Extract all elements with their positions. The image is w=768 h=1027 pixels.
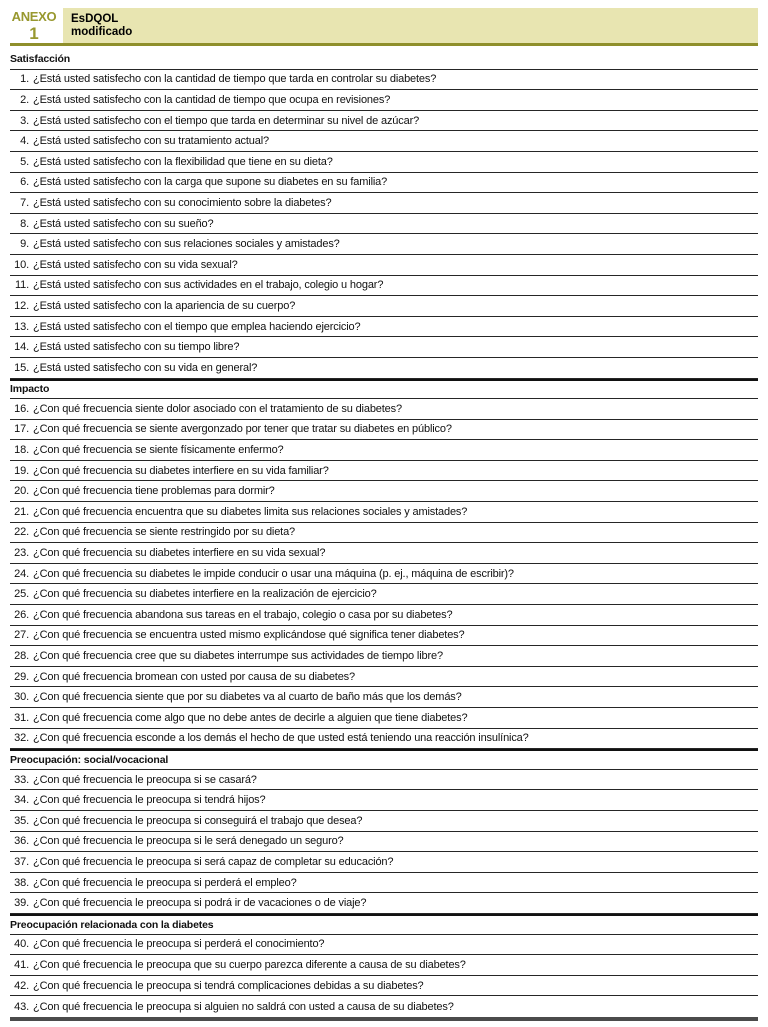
question-row (10, 276, 758, 297)
question-number: 29. (14, 670, 29, 683)
question-text: ¿Con qué frecuencia se siente físicamente enfermo? (33, 444, 284, 457)
question-number: 13. (14, 320, 29, 333)
question-row (10, 131, 758, 152)
question-row (10, 893, 758, 914)
question-row (10, 70, 758, 91)
question-number: 30. (14, 691, 29, 704)
question-number: 36. (14, 835, 29, 848)
question-number: 21. (14, 505, 29, 518)
question-text: ¿Con qué frecuencia siente que por su diabetes va al cuarto de baño más que los demás? (33, 691, 462, 704)
question-number: 8. (20, 217, 29, 230)
question-number: 12. (14, 299, 29, 312)
question-text: ¿Está usted satisfecho con el tiempo que tarda en determinar su nivel de azúcar? (33, 114, 420, 127)
question-text: ¿Con qué frecuencia le preocupa si le será denegado un seguro? (33, 835, 344, 848)
question-row (10, 976, 758, 997)
question-text: ¿Con qué frecuencia le preocupa si perderá el empleo? (33, 876, 297, 889)
question-text: ¿Con qué frecuencia abandona sus tareas en el trabajo, colegio o casa por su diabetes? (33, 608, 453, 621)
question-row (10, 852, 758, 873)
question-row (10, 955, 758, 976)
question-number: 11. (14, 279, 29, 292)
question-number: 22. (14, 526, 29, 539)
question-number: 38. (14, 876, 29, 889)
question-number: 41. (14, 958, 29, 971)
question-number: 10. (14, 258, 29, 271)
question-row (10, 626, 758, 647)
question-text: ¿Está usted satisfecho con la carga que supone su diabetes en su familia? (33, 176, 388, 189)
section-header: Satisfacción (10, 49, 758, 70)
question-text: ¿Con qué frecuencia le preocupa si podrá ir de vacaciones o de viaje? (33, 897, 367, 910)
question-row (10, 832, 758, 853)
annex-header (10, 8, 758, 46)
question-text: ¿Con qué frecuencia encuentra que su diabetes limita sus relaciones sociales y amistades? (33, 505, 468, 518)
question-text: ¿Está usted satisfecho con su vida sexual? (33, 258, 238, 271)
question-text: ¿Está usted satisfecho con sus relaciones sociales y amistades? (33, 238, 340, 251)
question-row (10, 317, 758, 338)
question-number: 28. (14, 650, 29, 663)
question-number: 9. (20, 238, 29, 251)
question-text: ¿Con qué frecuencia esconde a los demás el hecho de que usted está teniendo una reacción insulínica? (33, 732, 529, 745)
question-row (10, 152, 758, 173)
question-row (10, 687, 758, 708)
section-header: Impacto (10, 379, 758, 400)
question-row (10, 90, 758, 111)
question-text: ¿Está usted satisfecho con la apariencia de su cuerpo? (33, 299, 296, 312)
document-title-line1: EsDQOL (71, 13, 119, 25)
question-text: ¿Está usted satisfecho con la flexibilidad que tiene en su dieta? (33, 155, 333, 168)
question-number: 14. (14, 341, 29, 354)
question-number: 16. (14, 402, 29, 415)
question-text: ¿Con qué frecuencia se encuentra usted mismo explicándose qué significa tener diabetes? (33, 629, 465, 642)
question-row (10, 605, 758, 626)
question-text: ¿Está usted satisfecho con el tiempo que emplea haciendo ejercicio? (33, 320, 361, 333)
question-row (10, 193, 758, 214)
question-text: ¿Con qué frecuencia le preocupa que su cuerpo parezca diferente a causa de su diabetes? (33, 958, 466, 971)
question-row (10, 296, 758, 317)
question-text: ¿Está usted satisfecho con su conocimiento sobre la diabetes? (33, 196, 332, 209)
question-number: 27. (14, 629, 29, 642)
question-text: ¿Con qué frecuencia cree que su diabetes interrumpe sus actividades de tiempo libre? (33, 650, 443, 663)
question-number: 3. (20, 114, 29, 127)
question-row (10, 502, 758, 523)
question-text: ¿Con qué frecuencia su diabetes interfiere en la realización de ejercicio? (33, 588, 377, 601)
question-row (10, 646, 758, 667)
question-text: ¿Está usted satisfecho con su sueño? (33, 217, 214, 230)
question-number: 4. (20, 135, 29, 148)
section-header: Preocupación relacionada con la diabetes (10, 914, 758, 935)
question-number: 43. (14, 1000, 29, 1013)
question-text: ¿Con qué frecuencia le preocupa si tendrá hijos? (33, 794, 266, 807)
question-row (10, 811, 758, 832)
question-number: 31. (14, 711, 29, 724)
question-row (10, 790, 758, 811)
question-text: ¿Con qué frecuencia le preocupa si alguien no saldrá con usted a causa de su diabetes? (33, 1000, 454, 1013)
question-row (10, 461, 758, 482)
question-number: 6. (20, 176, 29, 189)
question-row (10, 564, 758, 585)
question-row (10, 255, 758, 276)
question-row (10, 214, 758, 235)
question-text: ¿Está usted satisfecho con sus actividades en el trabajo, colegio u hogar? (33, 279, 384, 292)
question-number: 5. (20, 155, 29, 168)
question-number: 34. (14, 794, 29, 807)
question-text: ¿Con qué frecuencia siente dolor asociado con el tratamiento de su diabetes? (33, 402, 402, 415)
question-number: 18. (14, 444, 29, 457)
question-number: 39. (14, 897, 29, 910)
question-row (10, 111, 758, 132)
annex-label-box (10, 8, 58, 43)
question-row (10, 996, 758, 1017)
question-row (10, 770, 758, 791)
question-row (10, 667, 758, 688)
question-number: 23. (14, 547, 29, 560)
question-number: 7. (20, 196, 29, 209)
question-text: ¿Con qué frecuencia le preocupa si será capaz de completar su educación? (33, 855, 394, 868)
question-text: ¿Con qué frecuencia come algo que no debe antes de decirle a alguien que tiene diabetes? (33, 711, 468, 724)
question-row (10, 523, 758, 544)
question-text: ¿Con qué frecuencia tiene problemas para dormir? (33, 485, 275, 498)
question-row (10, 873, 758, 894)
question-number: 37. (14, 855, 29, 868)
question-row (10, 420, 758, 441)
question-text: ¿Está usted satisfecho con su tratamiento actual? (33, 135, 270, 148)
question-text: ¿Con qué frecuencia su diabetes interfiere en su vida sexual? (33, 547, 326, 560)
question-number: 26. (14, 608, 29, 621)
question-number: 35. (14, 814, 29, 827)
question-row (10, 399, 758, 420)
question-text: ¿Con qué frecuencia se siente avergonzado por tener que tratar su diabetes en público? (33, 423, 452, 436)
section-header: Preocupación: social/vocacional (10, 749, 758, 770)
question-text: ¿Con qué frecuencia su diabetes le impide conducir o usar una máquina (p. ej., máquina de escribir)? (33, 567, 514, 580)
question-text: ¿Con qué frecuencia le preocupa si tendrá complicaciones debidas a su diabetes? (33, 979, 424, 992)
question-number: 15. (14, 361, 29, 374)
question-number: 24. (14, 567, 29, 580)
annex-number: 1 (29, 24, 39, 43)
annex-word: ANEXO (11, 9, 57, 24)
document-title-line2: modificado (71, 26, 133, 38)
question-number: 19. (14, 464, 29, 477)
question-number: 32. (14, 732, 29, 745)
question-number: 20. (14, 485, 29, 498)
question-text: ¿Con qué frecuencia se siente restringido por su dieta? (33, 526, 296, 539)
question-row (10, 440, 758, 461)
question-text: ¿Está usted satisfecho con su vida en general? (33, 361, 258, 374)
question-row (10, 234, 758, 255)
title-band (63, 8, 758, 43)
question-text: ¿Está usted satisfecho con su tiempo libre? (33, 341, 240, 354)
question-row (10, 358, 758, 379)
questionnaire-table (10, 49, 758, 1021)
question-number: 42. (14, 979, 29, 992)
question-text: ¿Con qué frecuencia bromean con usted por causa de su diabetes? (33, 670, 355, 683)
question-number: 33. (14, 773, 29, 786)
question-text: ¿Con qué frecuencia le preocupa si se casará? (33, 773, 257, 786)
question-row (10, 708, 758, 729)
question-text: ¿Con qué frecuencia le preocupa si conseguirá el trabajo que desea? (33, 814, 363, 827)
question-row (10, 543, 758, 564)
question-text: ¿Está usted satisfecho con la cantidad de tiempo que ocupa en revisiones? (33, 93, 391, 106)
question-row (10, 337, 758, 358)
question-text: ¿Está usted satisfecho con la cantidad de tiempo que tarda en controlar su diabetes? (33, 73, 437, 86)
question-number: 25. (14, 588, 29, 601)
question-number: 17. (14, 423, 29, 436)
question-number: 2. (20, 93, 29, 106)
question-row (10, 729, 758, 750)
question-row (10, 584, 758, 605)
question-text: ¿Con qué frecuencia le preocupa si perderá el conocimiento? (33, 938, 325, 951)
question-row (10, 173, 758, 194)
question-row (10, 481, 758, 502)
question-number: 40. (14, 938, 29, 951)
question-row (10, 935, 758, 956)
question-text: ¿Con qué frecuencia su diabetes interfiere en su vida familiar? (33, 464, 329, 477)
question-number: 1. (20, 73, 29, 86)
